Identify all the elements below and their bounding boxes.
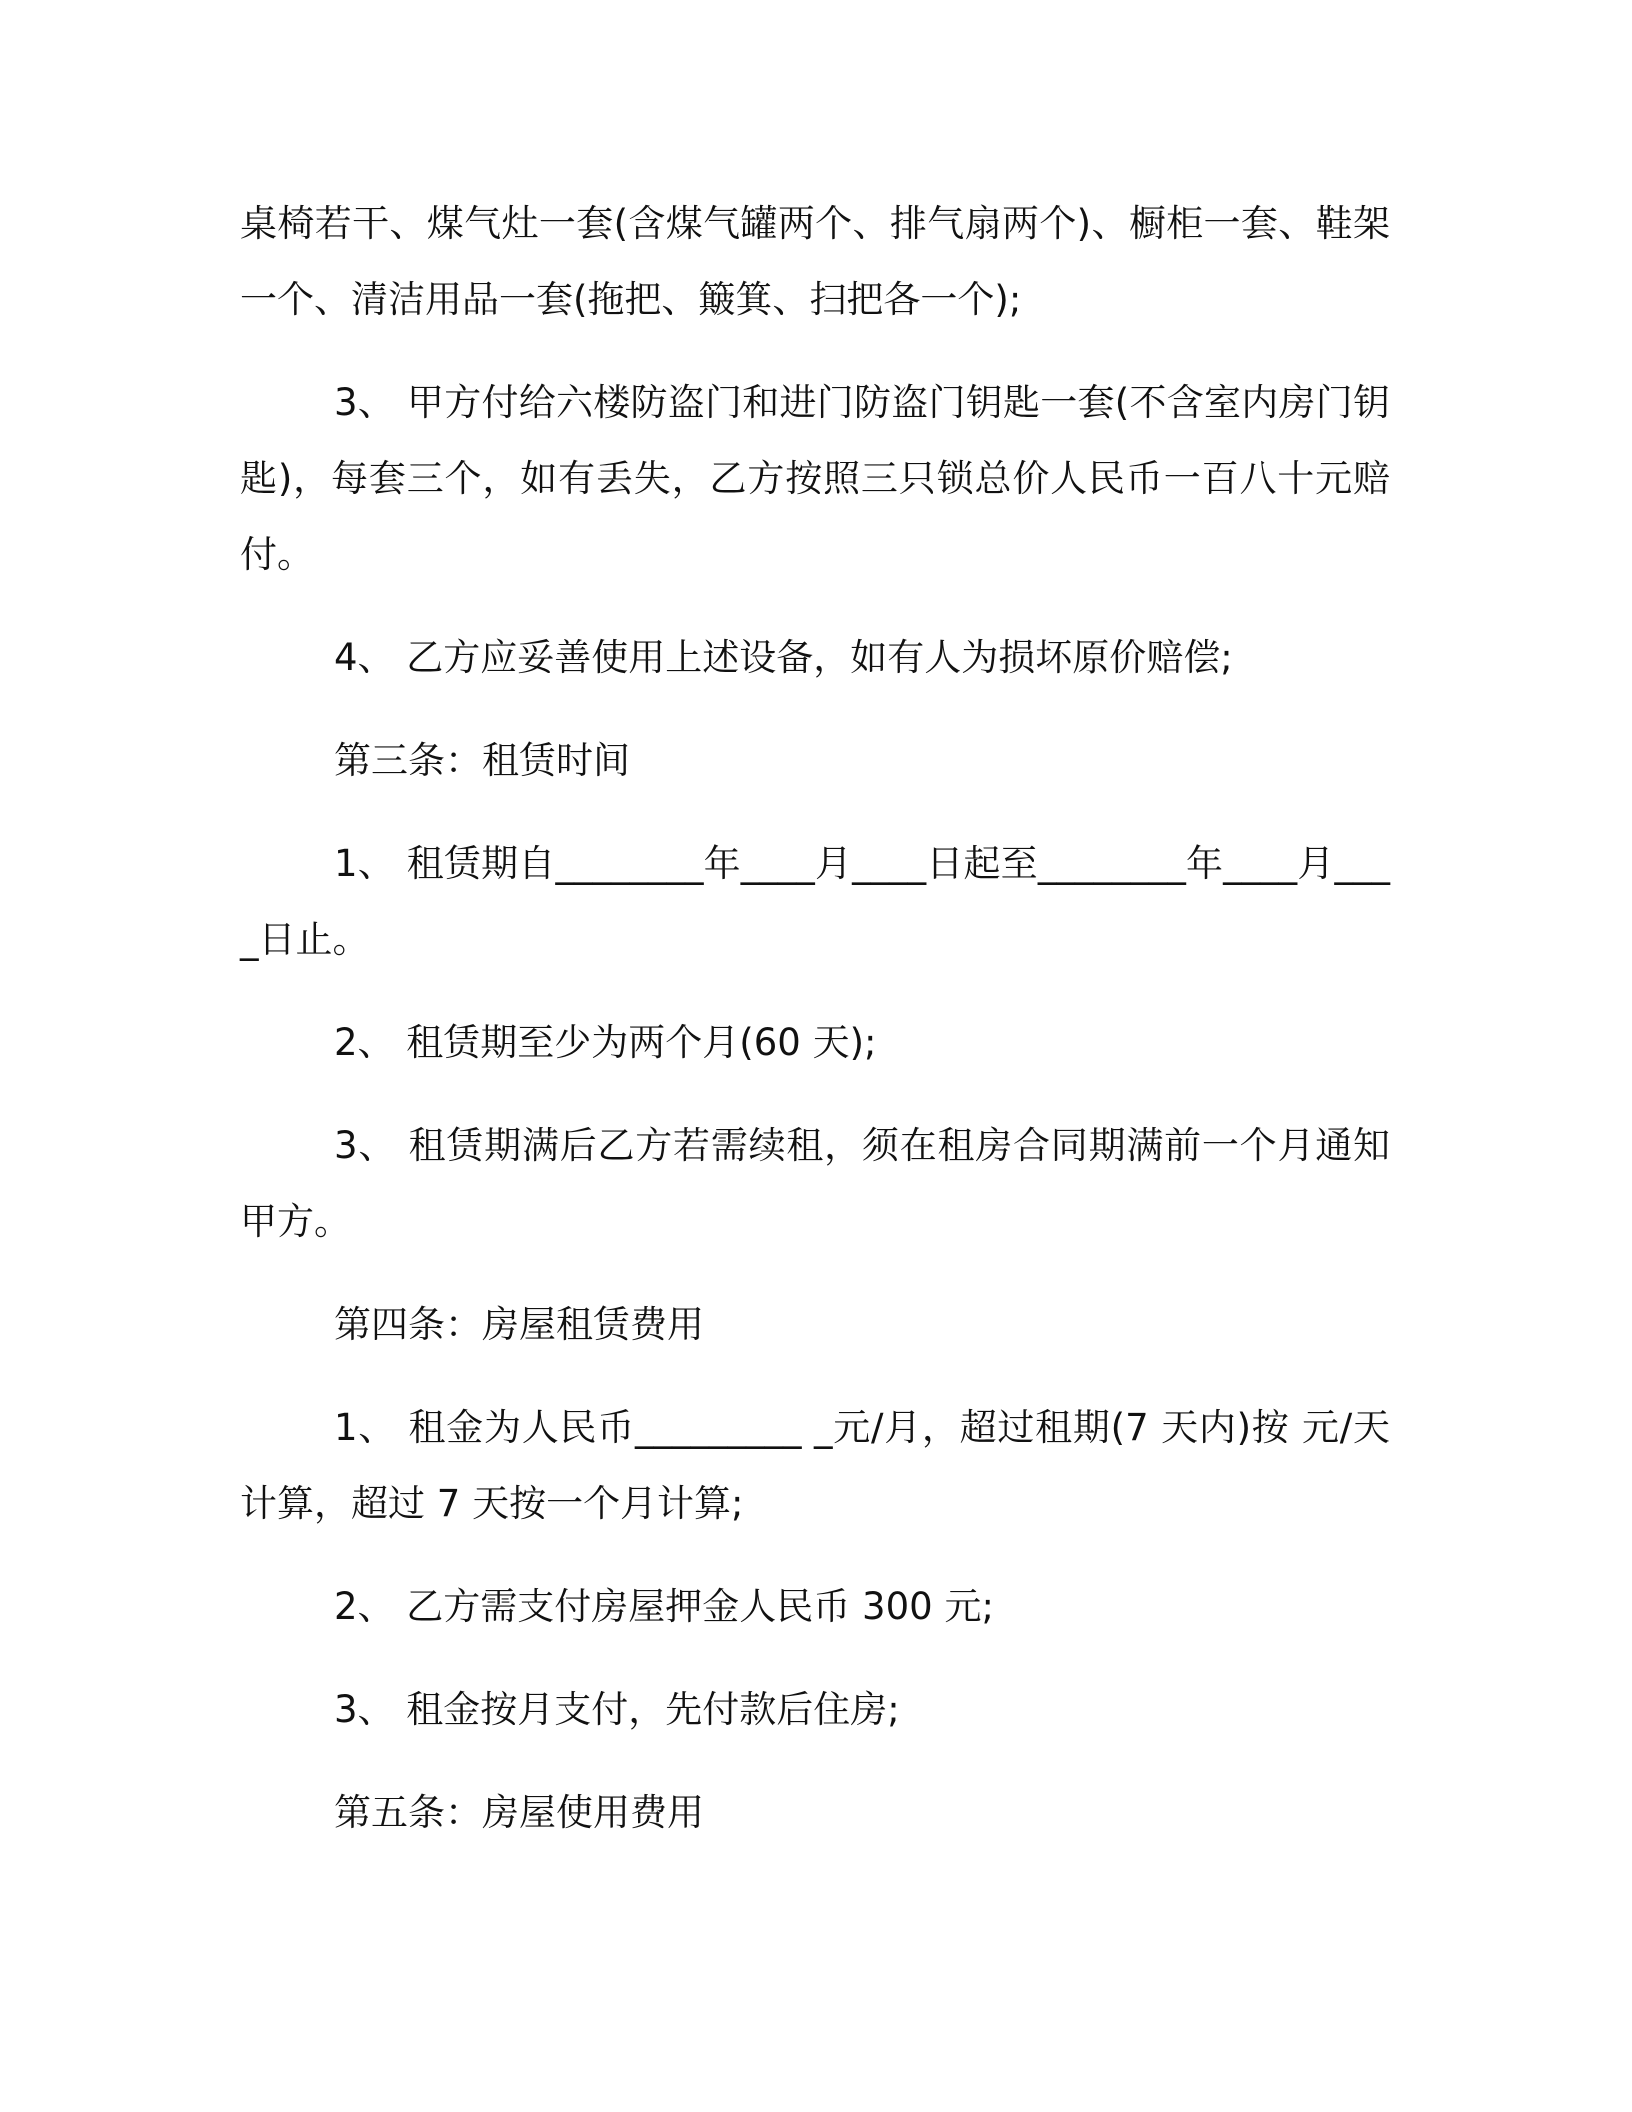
section-heading-lease-term: 第三条：租赁时间 xyxy=(334,739,630,782)
paragraph-rent-amount: 1、 租金为人民币_________ _元/月，超过租期(7 天内)按 元/天计算，超过 7 天按一个月计算; xyxy=(240,1406,1390,1525)
paragraph-minimum-term: 2、 租赁期至少为两个月(60 天); xyxy=(334,1021,877,1064)
paragraph-payment-terms: 3、 租金按月支付，先付款后住房; xyxy=(334,1688,900,1731)
document-body xyxy=(240,186,1390,1851)
paragraph-renewal-notice: 3、 租赁期满后乙方若需续租，须在租房合同期满前一个月通知甲方。 xyxy=(240,1124,1390,1243)
section-heading-usage-fees: 第五条：房屋使用费用 xyxy=(334,1791,704,1834)
paragraph-lease-period: 1、 租赁期自________年____月____日起至________年____月____日止。 xyxy=(240,842,1390,961)
paragraph-equipment-care: 4、 乙方应妥善使用上述设备，如有人为损坏原价赔偿; xyxy=(334,636,1233,679)
paragraph-furniture-list: 桌椅若干、煤气灶一套(含煤气罐两个、排气扇两个)、橱柜一套、鞋架一个、清洁用品一套(拖把、簸箕、扫把各一个); xyxy=(240,202,1390,321)
section-heading-rent-fees: 第四条：房屋租赁费用 xyxy=(334,1303,704,1346)
paragraph-keys-clause: 3、 甲方付给六楼防盗门和进门防盗门钥匙一套(不含室内房门钥匙)，每套三个，如有丢失，乙方按照三只锁总价人民币一百八十元赔付。 xyxy=(240,381,1390,576)
paragraph-deposit: 2、 乙方需支付房屋押金人民币 300 元; xyxy=(334,1585,994,1628)
